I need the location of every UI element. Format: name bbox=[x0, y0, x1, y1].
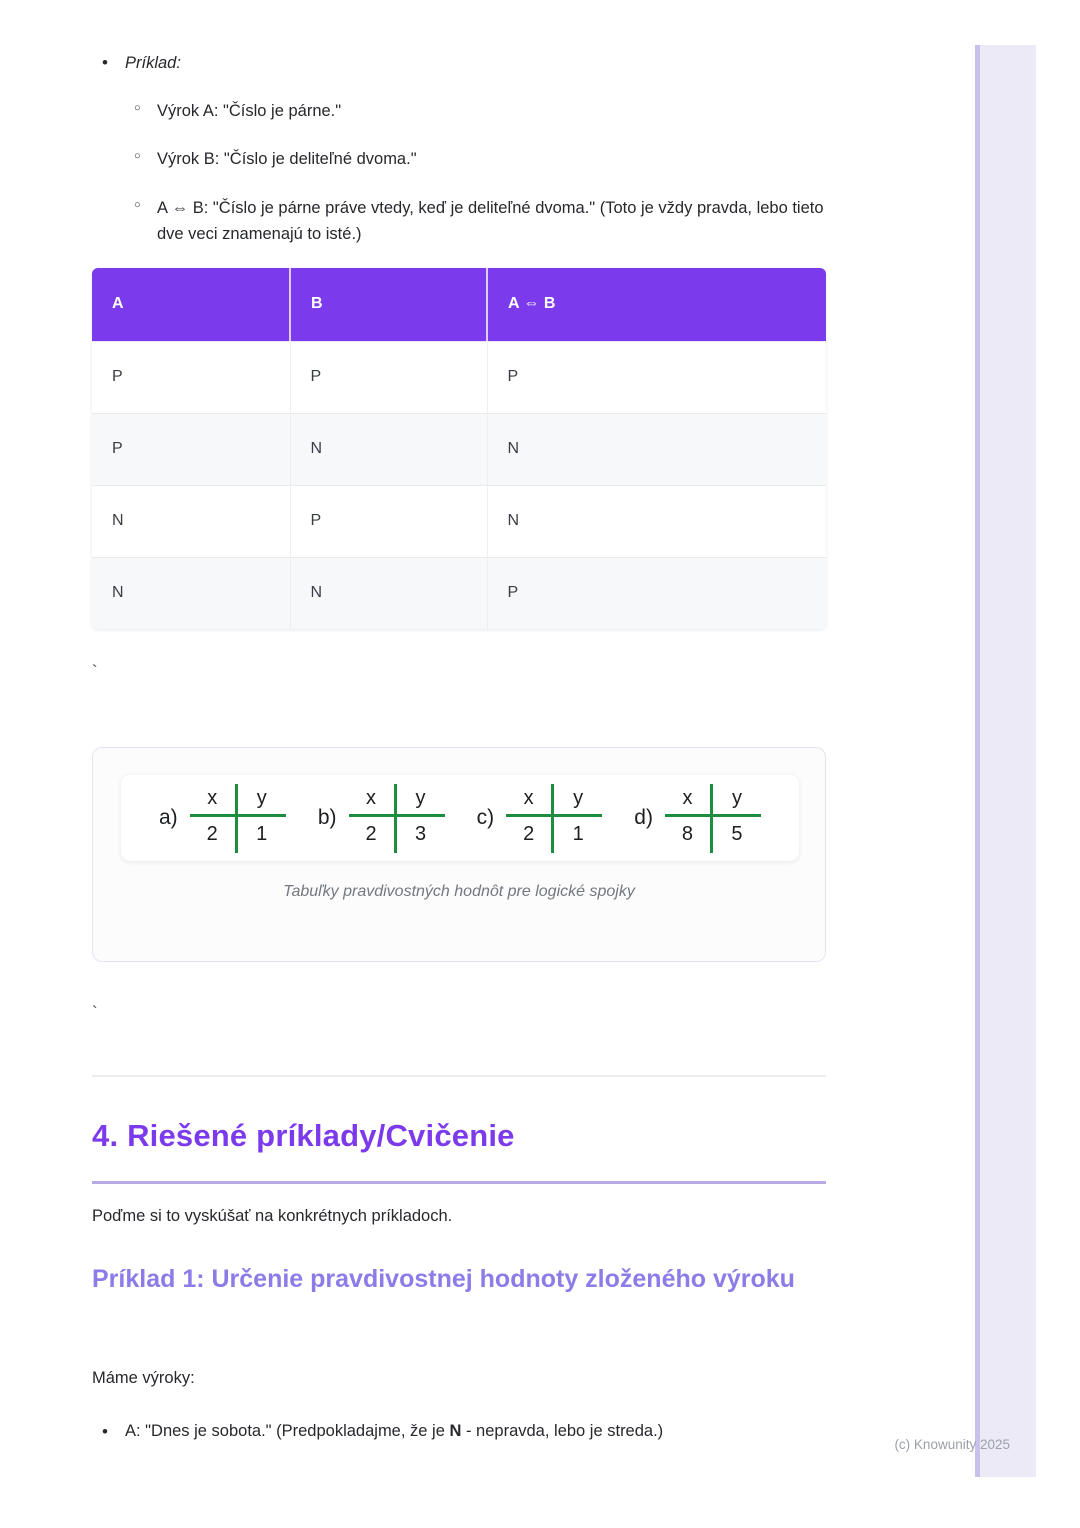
table-cell: N bbox=[487, 485, 826, 557]
statement-text: A: "Dnes je sobota." (Predpokladajme, že je bbox=[125, 1422, 450, 1440]
section-divider bbox=[92, 1075, 826, 1077]
example-list bbox=[92, 52, 826, 247]
mini-table-label: c) bbox=[476, 806, 495, 829]
table-cell: P bbox=[487, 557, 826, 629]
table-row bbox=[92, 413, 826, 485]
table-cell: P bbox=[92, 413, 290, 485]
table-row bbox=[92, 485, 826, 557]
stray-backtick: ` bbox=[92, 1003, 98, 1022]
example1-heading: Príklad 1: Určenie pravdivostnej hodnoty zloženého výroku bbox=[92, 1265, 795, 1293]
cross-table bbox=[665, 784, 761, 853]
cross-cell: x bbox=[506, 784, 554, 817]
list-item: ○ A ⇔ B: "Číslo je párne práve vtedy, keď je deliteľné dvoma." (Toto je vždy pravda, lebo tieto dve veci znamenajú to isté.) bbox=[92, 196, 826, 247]
table-header-cell: A ⇔ B bbox=[487, 268, 826, 341]
cross-cell: x bbox=[190, 784, 238, 817]
mini-truth-table-b bbox=[318, 784, 445, 853]
cross-cell: y bbox=[713, 784, 761, 817]
truth-table bbox=[92, 268, 826, 629]
cross-cell: x bbox=[349, 784, 397, 817]
cross-cell: y bbox=[238, 784, 286, 817]
figure-caption: Tabuľky pravdivostných hodnôt pre logické spojky bbox=[283, 883, 635, 900]
cross-cell: 1 bbox=[572, 822, 584, 845]
right-margin-line bbox=[975, 45, 980, 1477]
cross-table bbox=[190, 784, 286, 853]
table-cell: N bbox=[290, 413, 487, 485]
lead-text: Máme výroky: bbox=[92, 1369, 195, 1387]
cross-cell: 1 bbox=[256, 822, 268, 845]
cross-cell: 3 bbox=[414, 822, 427, 845]
statement-text: - nepravda, lebo je streda.) bbox=[461, 1422, 664, 1440]
list-item: ○ Výrok A: "Číslo je párne." bbox=[92, 99, 826, 125]
right-margin-panel bbox=[980, 45, 1036, 1477]
cross-cell: x bbox=[665, 784, 713, 817]
cross-cell: 2 bbox=[349, 817, 397, 853]
list-item bbox=[92, 1422, 826, 1441]
section-heading: 4. Riešené príklady/Cvičenie bbox=[92, 1118, 515, 1153]
table-header-row bbox=[92, 268, 826, 341]
table-cell: P bbox=[487, 341, 826, 413]
mini-table-label: a) bbox=[159, 806, 178, 829]
cross-cell: y bbox=[554, 784, 602, 817]
table-cell: P bbox=[290, 341, 487, 413]
stray-backtick: ` bbox=[92, 662, 98, 681]
cross-table bbox=[506, 784, 602, 853]
table-cell: N bbox=[487, 413, 826, 485]
cross-cell: 5 bbox=[731, 822, 743, 845]
mini-truth-table-a bbox=[159, 784, 286, 853]
figure-image bbox=[121, 775, 799, 861]
cross-cell: 2 bbox=[190, 817, 238, 853]
list-item: ○ Výrok B: "Číslo je deliteľné dvoma." bbox=[92, 147, 826, 173]
table-cell: N bbox=[290, 557, 487, 629]
copyright-notice: (c) Knowunity 2025 bbox=[894, 1437, 1010, 1452]
table-row bbox=[92, 557, 826, 629]
statement-bold: N bbox=[449, 1422, 462, 1440]
cross-cell: y bbox=[397, 784, 445, 817]
section-heading-underline bbox=[92, 1181, 826, 1184]
table-header-cell: A bbox=[92, 268, 290, 341]
mini-truth-table-d bbox=[634, 784, 761, 853]
table-cell: N bbox=[92, 485, 290, 557]
table-cell: P bbox=[290, 485, 487, 557]
cross-table bbox=[349, 784, 445, 853]
section-intro-text: Poďme si to vyskúšať na konkrétnych príkladoch. bbox=[92, 1207, 453, 1225]
statement-list bbox=[92, 1422, 826, 1441]
mini-table-label: d) bbox=[634, 806, 653, 829]
cross-cell: 2 bbox=[506, 817, 554, 853]
example-list-title: • Príklad: bbox=[92, 52, 826, 76]
table-cell: P bbox=[92, 341, 290, 413]
mini-truth-table-c bbox=[477, 784, 603, 853]
cross-cell: 8 bbox=[665, 817, 713, 853]
table-row bbox=[92, 341, 826, 413]
figure-card bbox=[92, 747, 826, 962]
table-header-cell: B bbox=[290, 268, 487, 341]
table-cell: N bbox=[92, 557, 290, 629]
mini-table-label: b) bbox=[317, 806, 337, 829]
